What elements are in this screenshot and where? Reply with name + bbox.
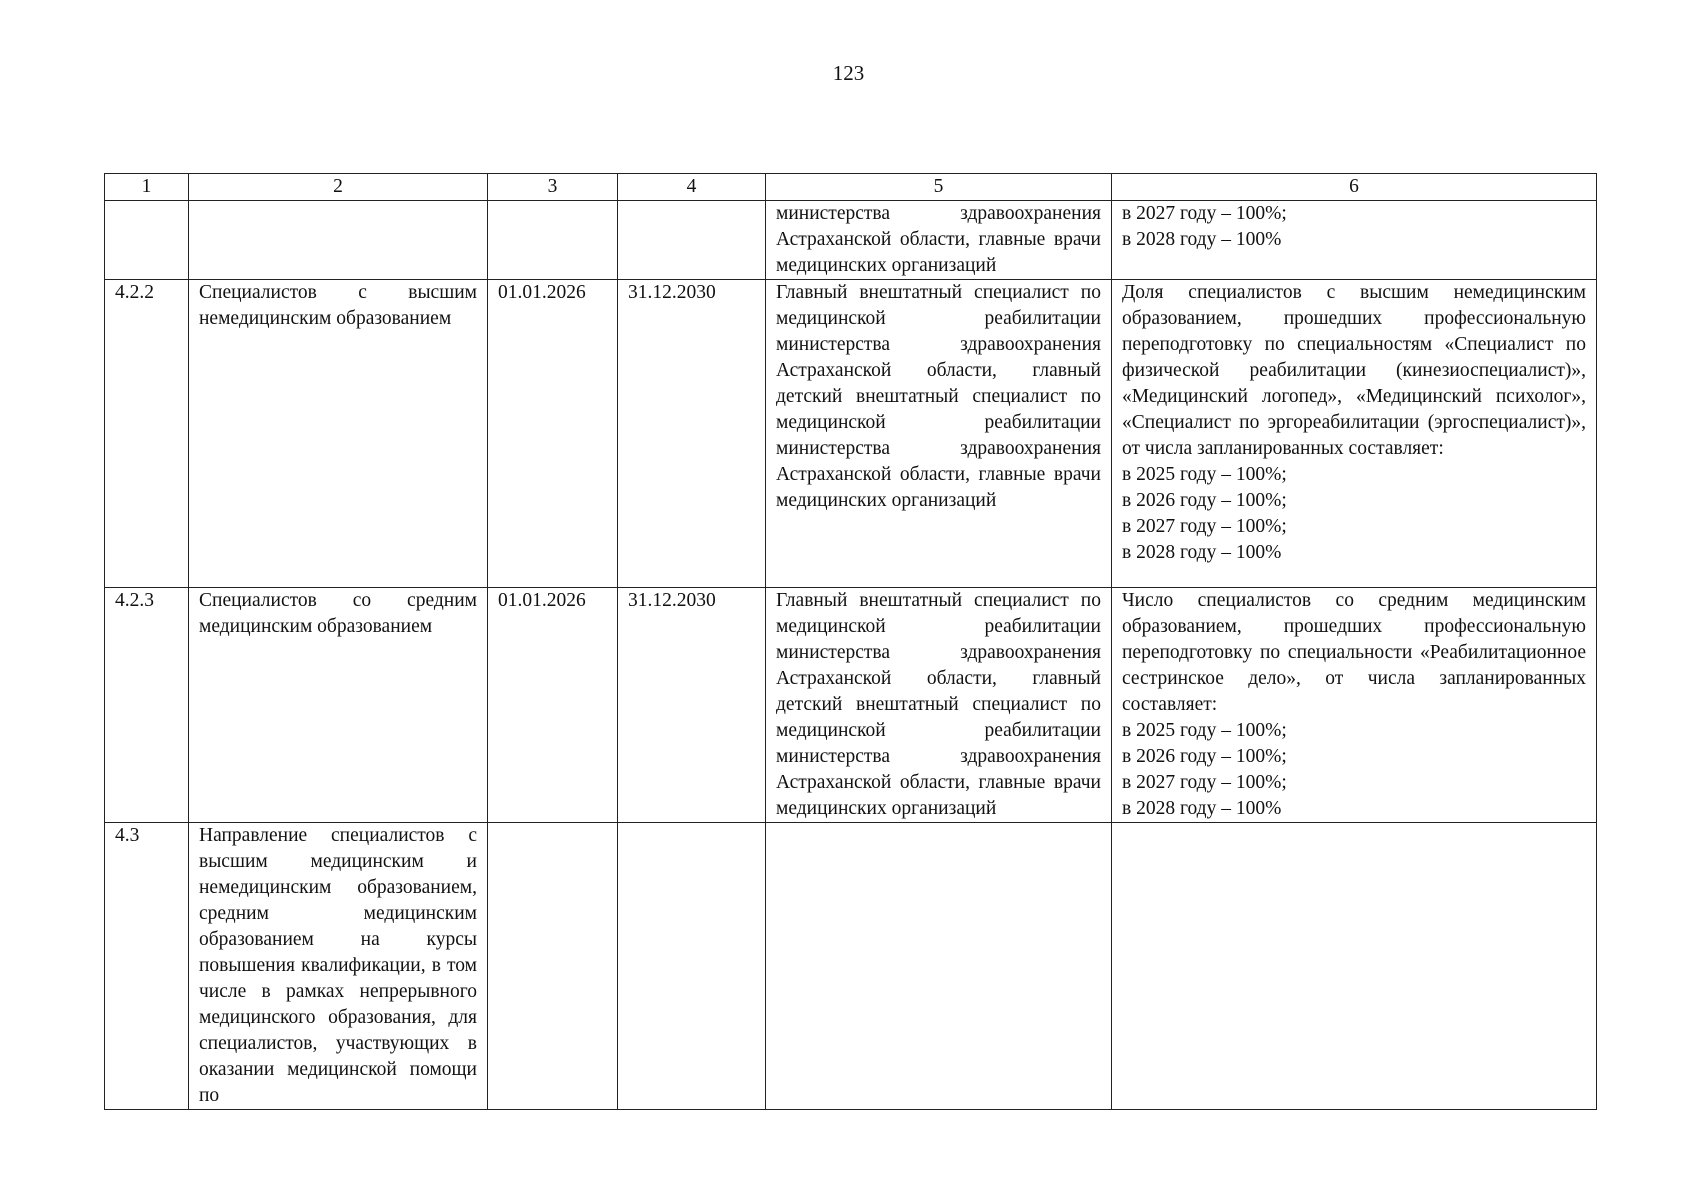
indicator-year-line: в 2027 году – 100%; (1122, 516, 1287, 537)
column-number-4: 4 (618, 174, 766, 201)
indicator-text: Число специалистов со средним медицинским образованием, прошедших профессиональную переподготовку по специальности «Реабилитационное сестринское дело», от числа запланированных составляет: (1122, 590, 1586, 715)
indicator-year-line: в 2025 году – 100%; (1122, 720, 1287, 741)
indicator-year-line: в 2028 году – 100% (1122, 542, 1282, 563)
indicator-year-line: в 2027 году – 100%; (1122, 203, 1287, 224)
cell-code (105, 201, 189, 280)
column-number-6: 6 (1112, 174, 1597, 201)
page-number: 123 (832, 61, 865, 85)
indicator-year-line: в 2028 году – 100% (1122, 798, 1282, 819)
table-row (105, 823, 1597, 1110)
cell-responsible: Главный внештатный специалист по медицинской реабилитации министерства здравоохранения Астраханской области, главный детский внештатный специалист по медицинской реабилитации министерства здравоохранения Астраханской области, главные врачи медицинских организаций (766, 588, 1112, 823)
cell-start-date: 01.01.2026 (488, 588, 618, 823)
indicator-year-line: в 2026 году – 100%; (1122, 490, 1287, 511)
column-number-3: 3 (488, 174, 618, 201)
cell-activity-name: Направление специалистов с высшим медицинским и немедицинским образованием, средним медицинским образованием на курсы повышения квалификации, в том числе в рамках непрерывного медицинского образования, для специалистов, участвующих в оказании медицинской помощи по (189, 823, 488, 1110)
cell-end-date: 31.12.2030 (618, 588, 766, 823)
cell-code: 4.2.3 (105, 588, 189, 823)
cell-indicator (1112, 588, 1597, 823)
plan-table (104, 173, 1597, 1110)
cell-start-date (488, 823, 618, 1110)
cell-indicator (1112, 823, 1597, 1110)
cell-end-date (618, 201, 766, 280)
cell-code: 4.3 (105, 823, 189, 1110)
cell-indicator (1112, 201, 1597, 280)
indicator-text: Доля специалистов с высшим немедицинским образованием, прошедших профессиональную переподготовку по специальностям «Специалист по физической реабилитации (кинезиоспециалист)», «Медицинский логопед», «Медицинский психолог», «Специалист по эргореабилитации (эргоспециалист)», от числа запланированных составляет: (1122, 282, 1586, 459)
cell-activity-name (189, 201, 488, 280)
table-header-row (105, 174, 1597, 201)
cell-responsible (766, 823, 1112, 1110)
table-row (105, 588, 1597, 823)
cell-activity-name: Специалистов с высшим немедицинским образованием (189, 280, 488, 588)
cell-start-date: 01.01.2026 (488, 280, 618, 588)
indicator-year-line: в 2028 году – 100% (1122, 229, 1282, 250)
cell-end-date (618, 823, 766, 1110)
table-row (105, 201, 1597, 280)
cell-indicator (1112, 280, 1597, 588)
cell-code: 4.2.2 (105, 280, 189, 588)
table-row (105, 280, 1597, 588)
cell-activity-name: Специалистов со средним медицинским образованием (189, 588, 488, 823)
indicator-year-line: в 2026 году – 100%; (1122, 746, 1287, 767)
indicator-year-line: в 2027 году – 100%; (1122, 772, 1287, 793)
cell-responsible: министерства здравоохранения Астраханской области, главные врачи медицинских организаций (766, 201, 1112, 280)
column-number-5: 5 (766, 174, 1112, 201)
cell-end-date: 31.12.2030 (618, 280, 766, 588)
cell-responsible: Главный внештатный специалист по медицинской реабилитации министерства здравоохранения Астраханской области, главный детский внештатный специалист по медицинской реабилитации министерства здравоохранения Астраханской области, главные врачи медицинских организаций (766, 280, 1112, 588)
cell-start-date (488, 201, 618, 280)
column-number-2: 2 (189, 174, 488, 201)
column-number-1: 1 (105, 174, 189, 201)
indicator-year-line: в 2025 году – 100%; (1122, 464, 1287, 485)
